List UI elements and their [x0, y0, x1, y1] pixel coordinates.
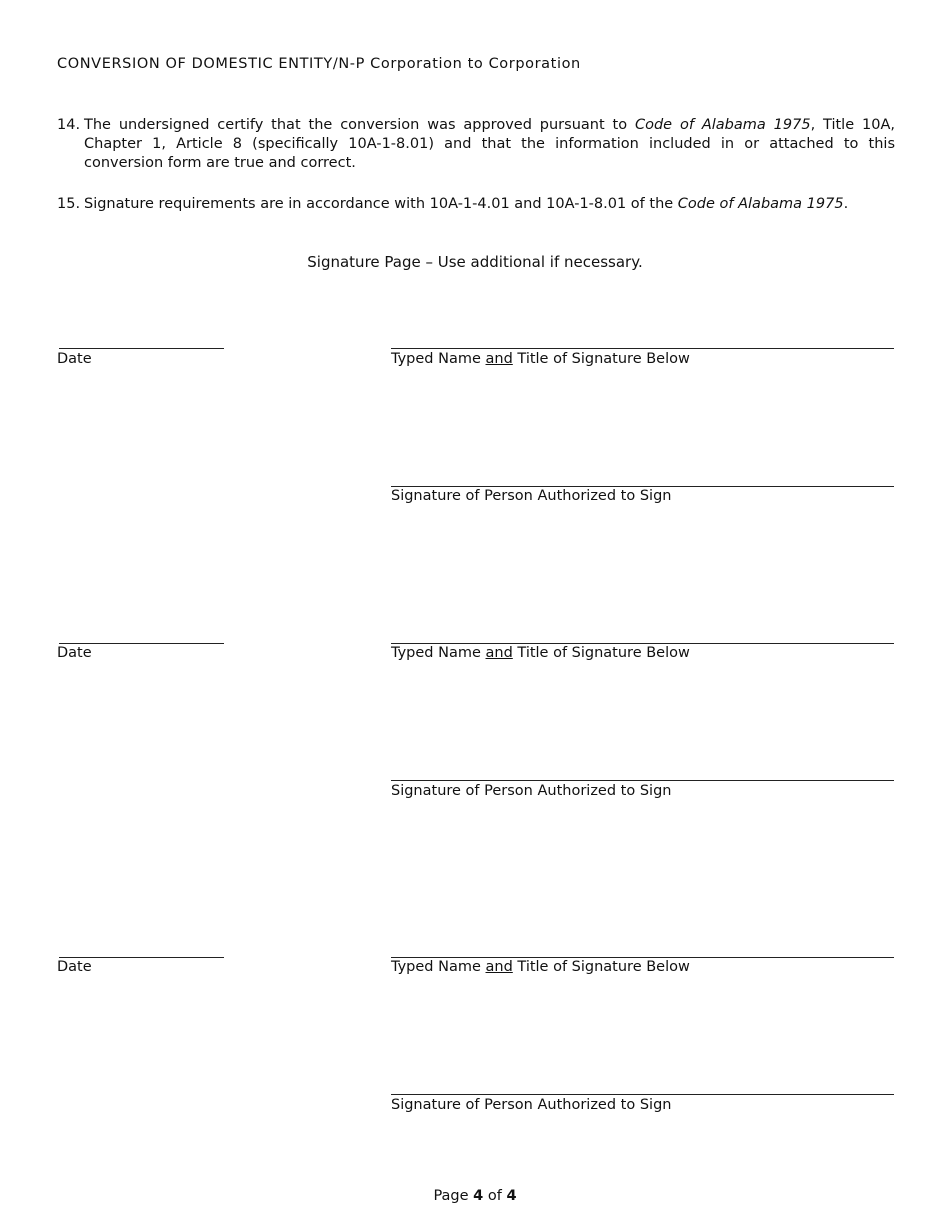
item-14 [57, 116, 895, 173]
signature-field-line[interactable] [391, 1094, 894, 1095]
label-part-underlined: and [485, 645, 513, 661]
date-label: Date [57, 645, 92, 661]
label-part: Title of Signature Below [512, 351, 690, 367]
date-field-line[interactable] [59, 643, 224, 644]
page-footer [0, 1188, 950, 1204]
label-part: Typed Name [391, 351, 486, 367]
item-15 [57, 195, 895, 214]
total-pages-number: 4 [506, 1188, 517, 1204]
code-reference: Code of Alabama 1975 [634, 117, 811, 133]
signature-field-line[interactable] [391, 780, 894, 781]
typed-name-label [391, 645, 690, 661]
of-word: of [483, 1188, 507, 1204]
item-text [84, 195, 895, 214]
page-word: Page [433, 1188, 474, 1204]
item-text-part: . [843, 196, 849, 212]
item-text-part: The undersigned certify that the conversion was approved pursuant to [84, 117, 635, 133]
label-part: Typed Name [391, 959, 486, 975]
label-part: Typed Name [391, 645, 486, 661]
item-text-part: , Title 10A, Chapter 1, Article 8 (specifically 10A-1-8.01) and that the information included in or attached to this conversion form are true and correct. [84, 117, 895, 171]
item-text [84, 116, 895, 173]
label-part-underlined: and [485, 959, 513, 975]
typed-name-label [391, 351, 690, 367]
label-part-underlined: and [485, 351, 513, 367]
signature-page-title: Signature Page – Use additional if necessary. [307, 253, 643, 271]
document-header: CONVERSION OF DOMESTIC ENTITY/N-P Corporation to Corporation [57, 56, 581, 72]
signature-label: Signature of Person Authorized to Sign [391, 488, 672, 504]
typed-name-field-line[interactable] [391, 348, 894, 349]
signature-field-line[interactable] [391, 486, 894, 487]
typed-name-field-line[interactable] [391, 957, 894, 958]
label-part: Title of Signature Below [512, 959, 690, 975]
date-field-line[interactable] [59, 957, 224, 958]
item-number: 15. [57, 196, 81, 212]
date-label: Date [57, 351, 92, 367]
code-reference: Code of Alabama 1975 [677, 196, 844, 212]
date-field-line[interactable] [59, 348, 224, 349]
typed-name-label [391, 959, 690, 975]
item-number: 14. [57, 117, 81, 133]
signature-label: Signature of Person Authorized to Sign [391, 1097, 672, 1113]
date-label: Date [57, 959, 92, 975]
current-page-number: 4 [473, 1188, 484, 1204]
typed-name-field-line[interactable] [391, 643, 894, 644]
label-part: Title of Signature Below [512, 645, 690, 661]
item-text-part: Signature requirements are in accordance with 10A-1-4.01 and 10A-1-8.01 of the [84, 196, 678, 212]
signature-label: Signature of Person Authorized to Sign [391, 783, 672, 799]
